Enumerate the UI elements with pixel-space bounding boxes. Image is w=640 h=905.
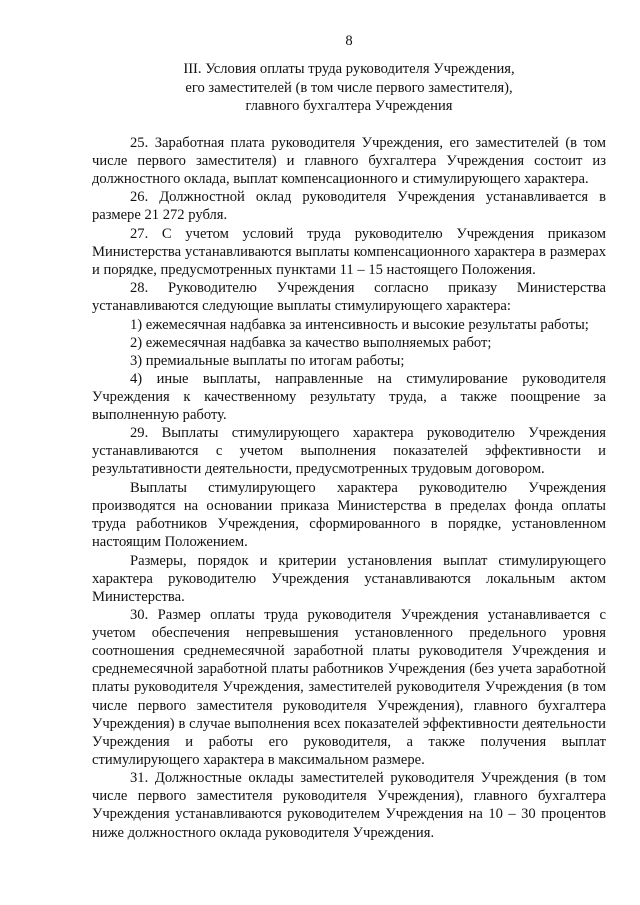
section-heading	[92, 60, 606, 116]
section-heading-line-3: главного бухгалтера Учреждения	[245, 98, 453, 115]
section-heading-line-1: III. Условия оплаты труда руководителя Учреждения,	[183, 61, 515, 78]
page-number: 8	[345, 33, 353, 49]
paragraph-30: 30. Размер оплаты труда руководителя Учреждения устанавливается с учетом обеспечения непревышения установленного предельного уровня соотношения среднемесячной заработной платы руководителя Учреждения и среднемесячной заработной платы работников Учреждения (без учета заработной платы руководителя Учреждения, заместителей руководителя Учреждения (в том числе первого заместителя руководителя Учреждения), главного бухгалтера Учреждения) в случае выполнения всех показателей эффективности деятельности Учреждения и работы его руководителя, а также получения выплат стимулирующего характера в максимальном размере.	[92, 607, 606, 768]
paragraph-27: 27. С учетом условий труда руководителю Учреждения приказом Министерства устанавливаются выплаты компенсационного характера в размерах и порядке, предусмотренных пунктами 11 – 15 настоящего Положения.	[92, 225, 606, 278]
paragraph-28: 28. Руководителю Учреждения согласно приказу Министерства устанавливаются следующие выплаты стимулирующего характера:	[92, 280, 606, 315]
paragraph-29-final: Размеры, порядок и критерии установления выплат стимулирующего характера руководителю Учреждения устанавливаются локальным актом Министерства.	[92, 552, 606, 605]
paragraph-28-item-1: 1) ежемесячная надбавка за интенсивность и высокие результаты работы;	[130, 316, 589, 333]
paragraph-26: 26. Должностной оклад руководителя Учреждения устанавливается в размере 21 272 рубля.	[92, 189, 606, 224]
section-heading-line-2: его заместителей (в том числе первого заместителя),	[185, 79, 513, 96]
paragraph-31: 31. Должностные оклады заместителей руководителя Учреждения (в том числе первого заместителя руководителя Учреждения), главного бухгалтера Учреждения устанавливаются руководителем Учреждения на 10 – 30 процентов ниже должностного оклада руководителя Учреждения.	[92, 770, 606, 841]
paragraph-28-item-3: 3) премиальные выплаты по итогам работы;	[130, 352, 405, 369]
paragraph-25: 25. Заработная плата руководителя Учреждения, его заместителей (в том числе первого заместителя) и главного бухгалтера Учреждения состоит из должностного оклада, выплат компенсационного и стимулирующего характера.	[92, 134, 606, 187]
paragraph-29: 29. Выплаты стимулирующего характера руководителю Учреждения устанавливаются с учетом выполнения показателей эффективности и результативности деятельности, предусмотренных трудовым договором.	[92, 425, 606, 478]
paragraph-29-continued: Выплаты стимулирующего характера руководителю Учреждения производятся на основании приказа Министерства в пределах фонда оплаты труда работников Учреждения, сформированного в порядке, установленном настоящим Положением.	[92, 479, 606, 551]
paragraph-28-item-4: 4) иные выплаты, направленные на стимулирование руководителя Учреждения к качественному результату труда, а также поощрение за выполненную работу.	[92, 371, 606, 424]
paragraph-28-item-2: 2) ежемесячная надбавка за качество выполняемых работ;	[130, 334, 492, 351]
